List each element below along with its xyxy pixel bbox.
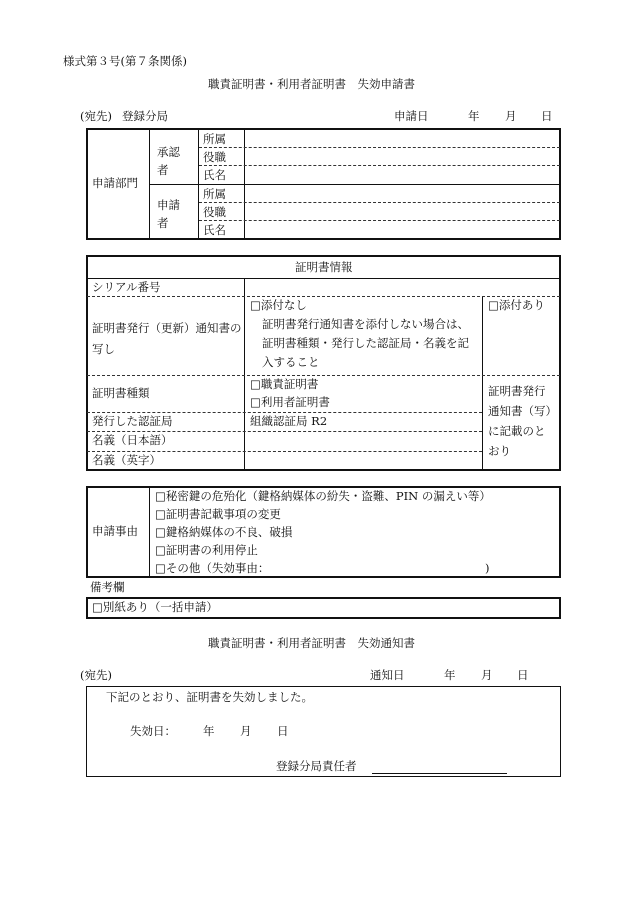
- cert-type-label: 証明書種類: [92, 386, 150, 400]
- reason-item-stop-use[interactable]: □証明書の利用停止: [155, 543, 258, 557]
- cert-info-title: 証明書情報: [295, 260, 353, 274]
- name-en-label: 名義（英字）: [92, 453, 161, 467]
- revoke-day-label: 日: [277, 724, 289, 738]
- to-label: (宛先): [80, 109, 112, 123]
- approver-affiliation-label: 所属: [203, 132, 226, 146]
- applicant-position-label: 役職: [203, 205, 226, 219]
- registry-label: 登録分局: [122, 109, 168, 123]
- revoke-date-label: 失効日：: [130, 724, 176, 738]
- responsible-label: 登録分局責任者: [276, 759, 357, 773]
- notify-date-label: 通知日: [370, 668, 405, 682]
- no-attach-option[interactable]: □添付なし: [250, 298, 307, 312]
- serial-label: シリアル番号: [92, 280, 161, 294]
- form-number: 様式第３号(第７条関係): [63, 54, 187, 68]
- no-attach-note-3: 入すること: [262, 355, 320, 369]
- notice-title: 職責証明書・利用者証明書 失効通知書: [208, 636, 415, 650]
- applicant-label: 申請者: [157, 198, 180, 230]
- notify-year-label: 年: [444, 668, 456, 682]
- reason-item-other[interactable]: □その他（失効事由：: [155, 561, 270, 575]
- month-label: 月: [505, 109, 517, 123]
- side-note-4: おり: [488, 444, 511, 458]
- no-attach-note-2: 証明書種類・発行した認証局・名義を記: [262, 336, 469, 350]
- day-label: 日: [541, 109, 553, 123]
- no-attach-note-1: 証明書発行通知書を添付しない場合は、: [262, 317, 469, 331]
- revoke-year-label: 年: [203, 724, 215, 738]
- copy-label: 証明書発行（更新）通知書の写し: [92, 321, 242, 356]
- dept-label: 申請部門: [92, 176, 138, 190]
- notice-body: 下記のとおり、証明書を失効しました。: [106, 690, 313, 704]
- ca-label: 発行した認証局: [92, 414, 173, 428]
- attach-option[interactable]: □添付あり: [488, 298, 545, 312]
- signature-line[interactable]: [372, 773, 507, 774]
- notify-month-label: 月: [481, 668, 493, 682]
- reason-item-compromise[interactable]: □秘密鍵の危殆化（鍵格納媒体の紛失・盗難、PIN の漏えい等）: [155, 489, 491, 503]
- remarks-label: 備考欄: [90, 580, 125, 594]
- year-label: 年: [468, 109, 480, 123]
- reason-label: 申請事由: [92, 524, 138, 538]
- reason-item-change[interactable]: □証明書記載事項の変更: [155, 507, 281, 521]
- form-title: 職責証明書・利用者証明書 失効申請書: [208, 77, 415, 91]
- side-note-2: 通知書（写）: [488, 404, 557, 418]
- apply-date-label: 申請日: [394, 109, 429, 123]
- approver-label: 承認者: [157, 145, 180, 177]
- notice-to-label: (宛先): [80, 668, 112, 682]
- approver-name-label: 氏名: [203, 168, 226, 182]
- revoke-month-label: 月: [240, 724, 252, 738]
- applicant-name-label: 氏名: [203, 223, 226, 237]
- applicant-affiliation-label: 所属: [203, 187, 226, 201]
- cert-type-duty[interactable]: □職責証明書: [250, 377, 319, 391]
- cert-type-user[interactable]: □利用者証明書: [250, 395, 330, 409]
- side-note-1: 証明書発行: [488, 384, 546, 398]
- notify-day-label: 日: [517, 668, 529, 682]
- name-jp-label: 名義（日本語）: [92, 433, 173, 447]
- side-note-3: に記載のと: [488, 424, 546, 438]
- approver-position-label: 役職: [203, 150, 226, 164]
- remarks-value[interactable]: □別紙あり（一括申請）: [92, 600, 218, 614]
- ca-value: 組織認証局 R2: [250, 414, 328, 428]
- reason-close-paren: ): [485, 561, 490, 575]
- reason-item-media-defect[interactable]: □鍵格納媒体の不良、破損: [155, 525, 293, 539]
